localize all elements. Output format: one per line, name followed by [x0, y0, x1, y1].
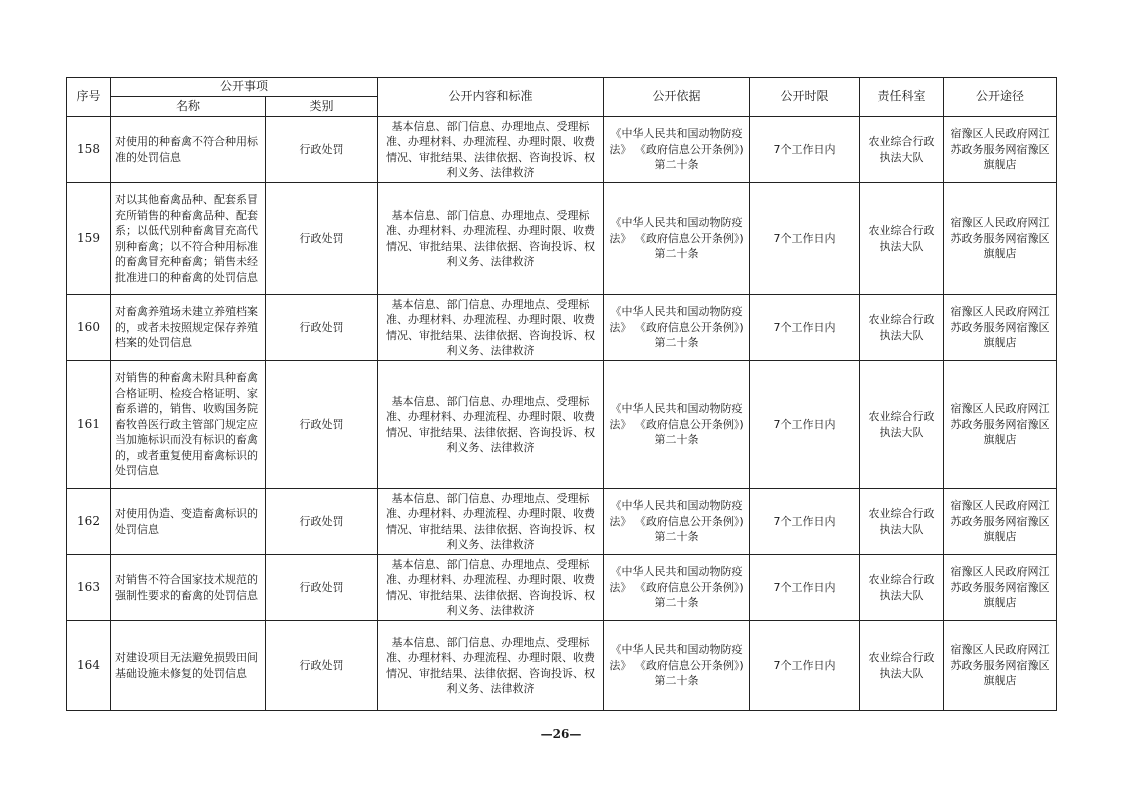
row-content: 基本信息、部门信息、办理地点、受理标准、办理材料、办理流程、办理时限、收费情况、审批结果、法律依据、咨询投诉、权利义务、法律救济: [378, 117, 604, 183]
row-content: 基本信息、部门信息、办理地点、受理标准、办理材料、办理流程、办理时限、收费情况、审批结果、法律依据、咨询投诉、权利义务、法律救济: [378, 183, 604, 295]
row-seq: 158: [67, 117, 111, 183]
row-channel: 宿豫区人民政府网江苏政务服务网宿豫区旗舰店: [944, 117, 1057, 183]
row-basis: 《中华人民共和国动物防疫法》 《政府信息公开条例》)第二十条: [604, 183, 750, 295]
row-time: 7个工作日内: [750, 621, 860, 711]
row-dept: 农业综合行政执法大队: [860, 489, 944, 555]
header-name: 名称: [111, 97, 266, 117]
header-seq: 序号: [67, 78, 111, 117]
row-name: 对使用的种畜禽不符合种用标准的处罚信息: [111, 117, 266, 183]
row-seq: 160: [67, 295, 111, 361]
header-channel: 公开途径: [944, 78, 1057, 117]
row-name: 对建设项目无法避免损毁田间基础设施未修复的处罚信息: [111, 621, 266, 711]
row-channel: 宿豫区人民政府网江苏政务服务网宿豫区旗舰店: [944, 361, 1057, 489]
row-basis: 《中华人民共和国动物防疫法》 《政府信息公开条例》)第二十条: [604, 555, 750, 621]
row-content: 基本信息、部门信息、办理地点、受理标准、办理材料、办理流程、办理时限、收费情况、审批结果、法律依据、咨询投诉、权利义务、法律救济: [378, 361, 604, 489]
header-content: 公开内容和标准: [378, 78, 604, 117]
table-body: [67, 117, 1057, 711]
row-dept: 农业综合行政执法大队: [860, 555, 944, 621]
row-category: 行政处罚: [266, 621, 378, 711]
row-time: 7个工作日内: [750, 295, 860, 361]
row-content: 基本信息、部门信息、办理地点、受理标准、办理材料、办理流程、办理时限、收费情况、审批结果、法律依据、咨询投诉、权利义务、法律救济: [378, 555, 604, 621]
row-content: 基本信息、部门信息、办理地点、受理标准、办理材料、办理流程、办理时限、收费情况、审批结果、法律依据、咨询投诉、权利义务、法律救济: [378, 489, 604, 555]
row-category: 行政处罚: [266, 555, 378, 621]
row-dept: 农业综合行政执法大队: [860, 183, 944, 295]
row-dept: 农业综合行政执法大队: [860, 117, 944, 183]
row-seq: 163: [67, 555, 111, 621]
row-category: 行政处罚: [266, 361, 378, 489]
row-content: 基本信息、部门信息、办理地点、受理标准、办理材料、办理流程、办理时限、收费情况、审批结果、法律依据、咨询投诉、权利义务、法律救济: [378, 295, 604, 361]
row-channel: 宿豫区人民政府网江苏政务服务网宿豫区旗舰店: [944, 489, 1057, 555]
row-category: 行政处罚: [266, 183, 378, 295]
row-basis: 《中华人民共和国动物防疫法》 《政府信息公开条例》)第二十条: [604, 361, 750, 489]
table-row: [67, 489, 1057, 555]
page-number: —26—: [540, 727, 582, 741]
row-dept: 农业综合行政执法大队: [860, 295, 944, 361]
row-name: 对以其他畜禽品种、配套系冒充所销售的种畜禽品种、配套系；以低代别种畜禽冒充高代别种畜禽；以不符合种用标准的畜禽冒充种畜禽；销售未经批准进口的种畜禽的处罚信息: [111, 183, 266, 295]
row-basis: 《中华人民共和国动物防疫法》 《政府信息公开条例》)第二十条: [604, 621, 750, 711]
table-row: [67, 117, 1057, 183]
row-category: 行政处罚: [266, 117, 378, 183]
row-channel: 宿豫区人民政府网江苏政务服务网宿豫区旗舰店: [944, 555, 1057, 621]
row-seq: 161: [67, 361, 111, 489]
header-category: 类别: [266, 97, 378, 117]
table-row: [67, 361, 1057, 489]
row-name: 对销售的种畜禽未附具种畜禽合格证明、检疫合格证明、家畜系谱的，销售、收购国务院畜牧兽医行政主管部门规定应当加施标识而没有标识的畜禽的，或者重复使用畜禽标识的处罚信息: [111, 361, 266, 489]
table-row: [67, 183, 1057, 295]
row-time: 7个工作日内: [750, 361, 860, 489]
row-category: 行政处罚: [266, 295, 378, 361]
row-time: 7个工作日内: [750, 183, 860, 295]
table-row: [67, 621, 1057, 711]
row-time: 7个工作日内: [750, 489, 860, 555]
header-items: 公开事项: [111, 78, 378, 97]
row-seq: 162: [67, 489, 111, 555]
row-content: 基本信息、部门信息、办理地点、受理标准、办理材料、办理流程、办理时限、收费情况、审批结果、法律依据、咨询投诉、权利义务、法律救济: [378, 621, 604, 711]
row-basis: 《中华人民共和国动物防疫法》 《政府信息公开条例》)第二十条: [604, 489, 750, 555]
table-row: [67, 295, 1057, 361]
row-time: 7个工作日内: [750, 555, 860, 621]
header-time: 公开时限: [750, 78, 860, 117]
header-basis: 公开依据: [604, 78, 750, 117]
row-dept: 农业综合行政执法大队: [860, 621, 944, 711]
row-dept: 农业综合行政执法大队: [860, 361, 944, 489]
row-channel: 宿豫区人民政府网江苏政务服务网宿豫区旗舰店: [944, 183, 1057, 295]
table-row: [67, 555, 1057, 621]
header-dept: 责任科室: [860, 78, 944, 117]
row-name: 对使用伪造、变造畜禽标识的处罚信息: [111, 489, 266, 555]
row-category: 行政处罚: [266, 489, 378, 555]
disclosure-table: [66, 77, 1057, 711]
table-header: [67, 78, 1057, 117]
row-name: 对销售不符合国家技术规范的强制性要求的畜禽的处罚信息: [111, 555, 266, 621]
row-basis: 《中华人民共和国动物防疫法》 《政府信息公开条例》)第二十条: [604, 295, 750, 361]
row-seq: 159: [67, 183, 111, 295]
row-name: 对畜禽养殖场未建立养殖档案的，或者未按照规定保存养殖档案的处罚信息: [111, 295, 266, 361]
row-channel: 宿豫区人民政府网江苏政务服务网宿豫区旗舰店: [944, 621, 1057, 711]
row-seq: 164: [67, 621, 111, 711]
row-time: 7个工作日内: [750, 117, 860, 183]
row-basis: 《中华人民共和国动物防疫法》 《政府信息公开条例》)第二十条: [604, 117, 750, 183]
row-channel: 宿豫区人民政府网江苏政务服务网宿豫区旗舰店: [944, 295, 1057, 361]
